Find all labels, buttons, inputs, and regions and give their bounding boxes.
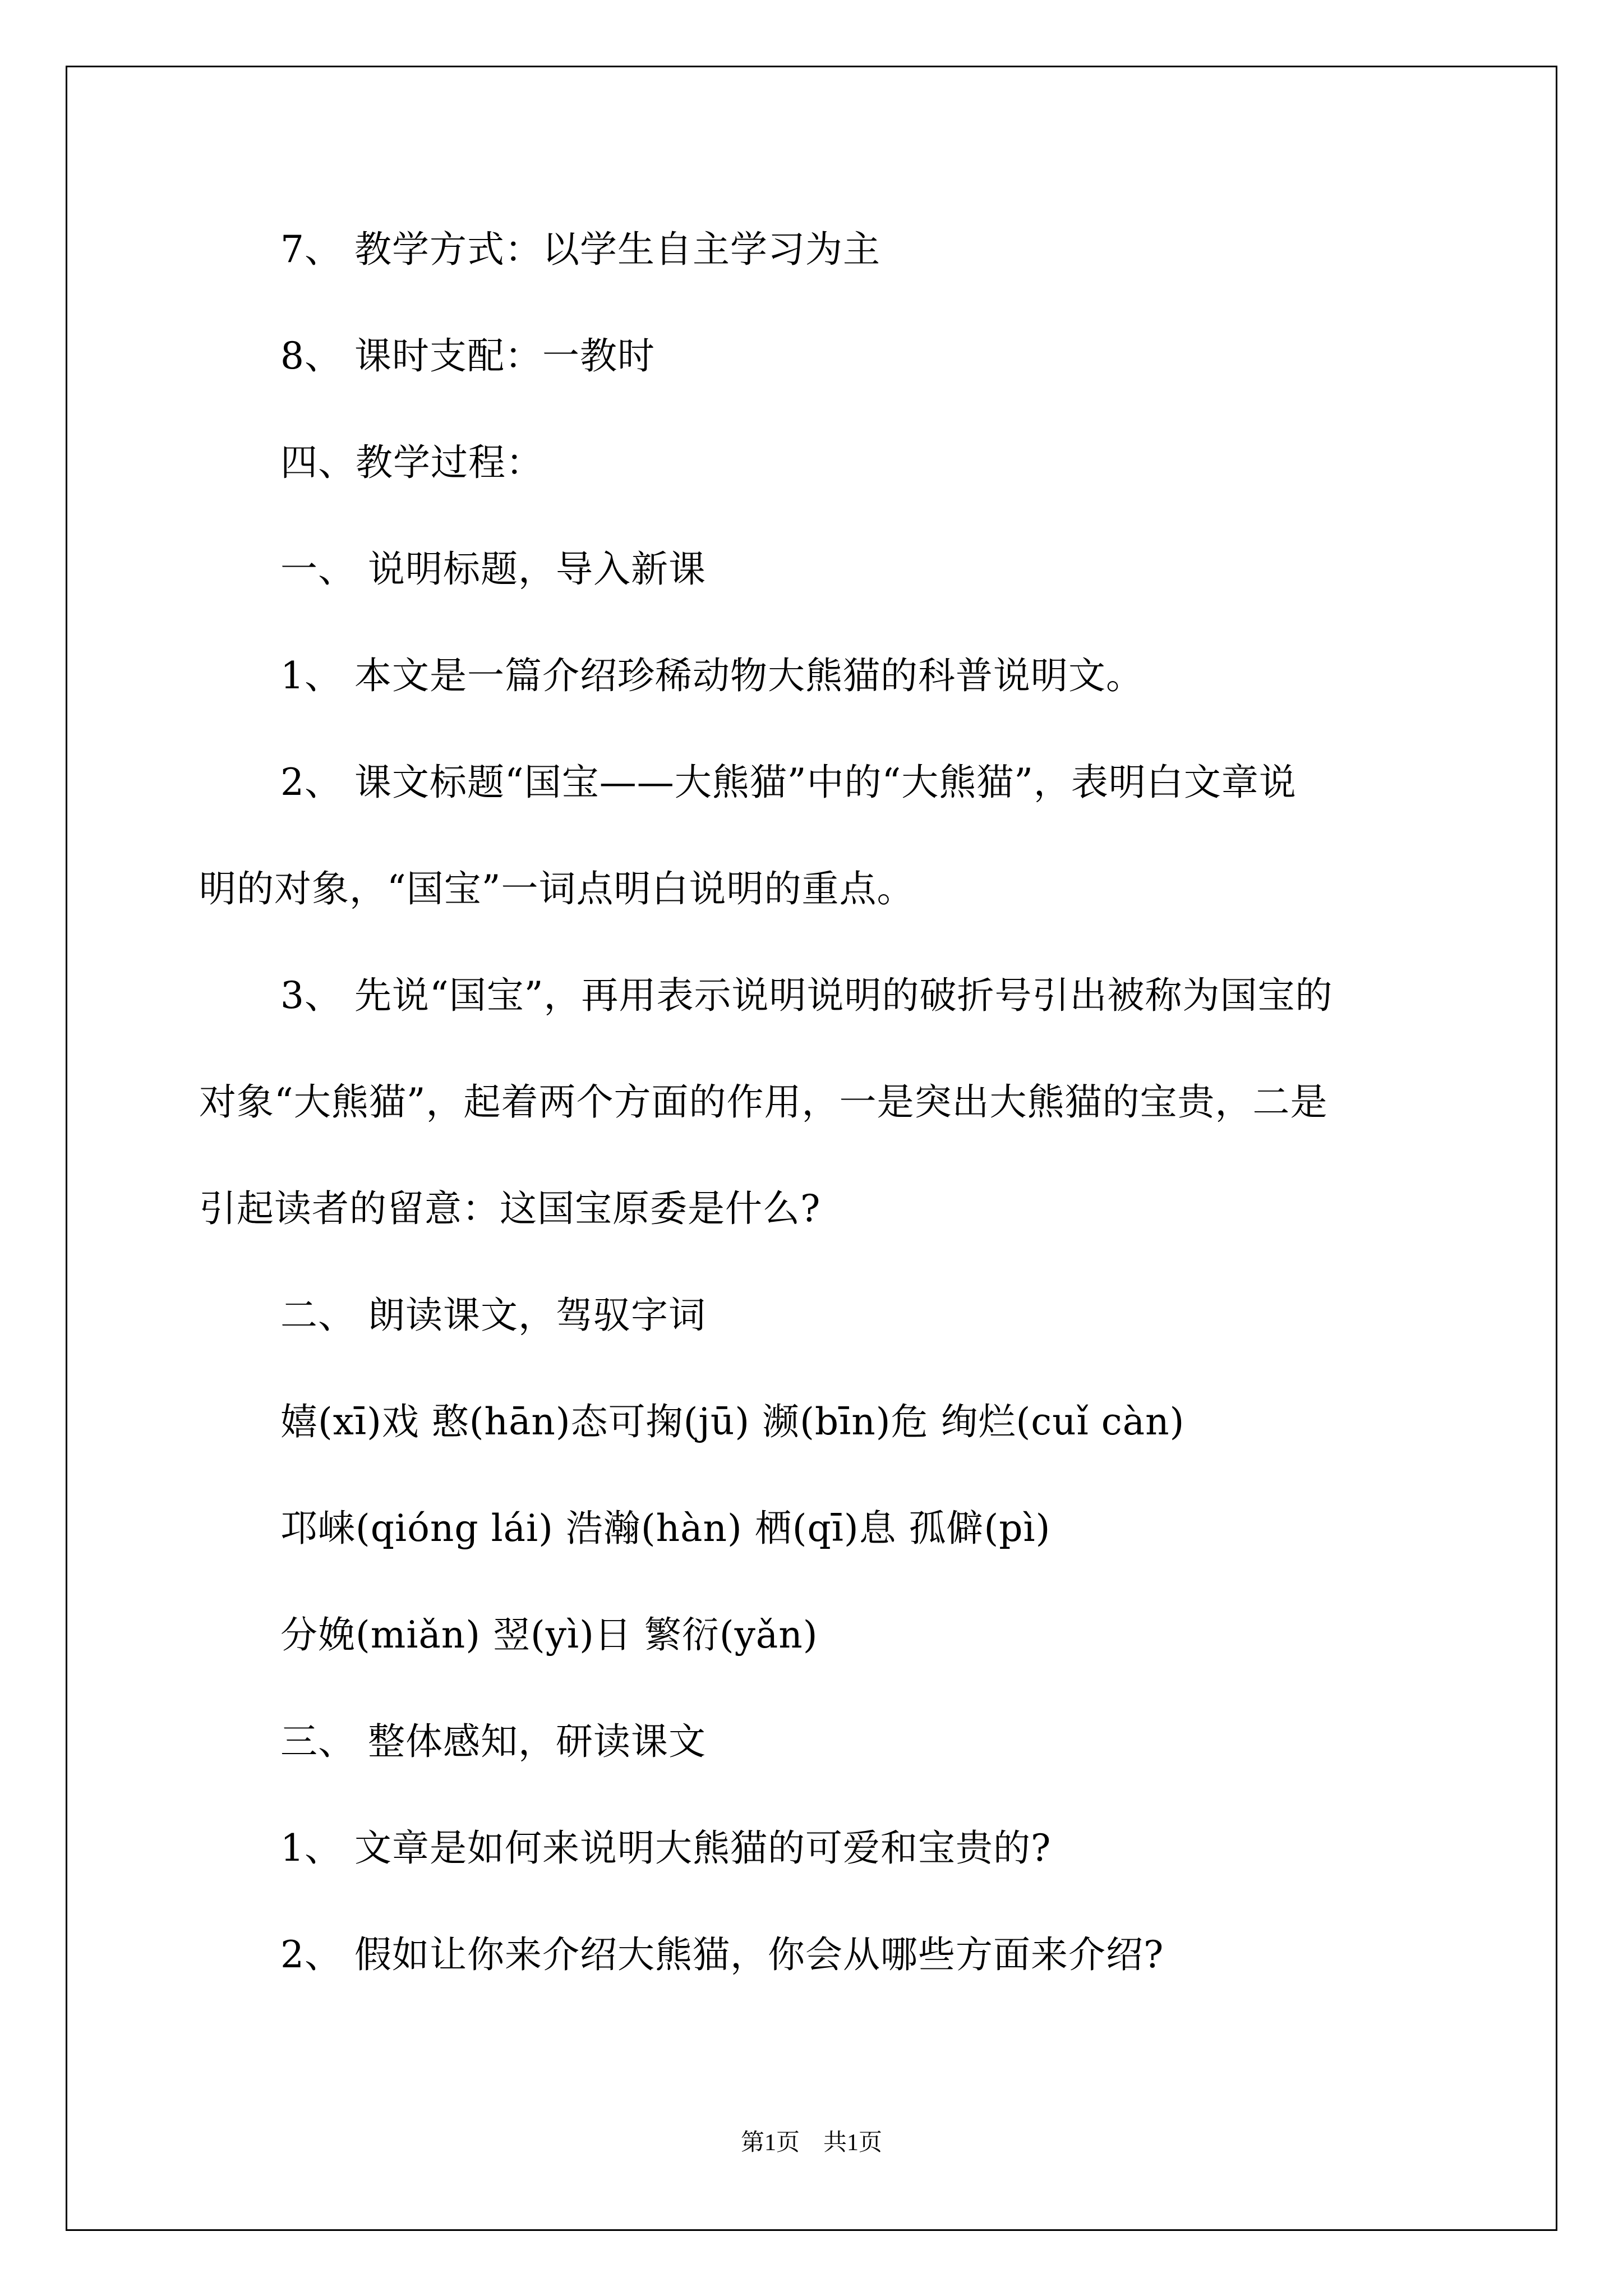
text-line-class-hours: 8、 课时支配：一教时 bbox=[280, 334, 655, 378]
page-border bbox=[66, 66, 1557, 2231]
text-line-intro-3a: 3、 先说“国宝”，再用表示说明说明的破折号引出被称为国宝的 bbox=[280, 974, 1333, 1017]
text-line-intro-2b: 明的对象，“国宝”一词点明白说明的重点。 bbox=[199, 867, 915, 910]
section-heading-overview: 三、 整体感知，研读课文 bbox=[280, 1720, 706, 1763]
question-line-1: 1、 文章是如何来说明大熊猫的可爱和宝贵的? bbox=[280, 1826, 1052, 1870]
section-heading-teaching-process: 四、教学过程： bbox=[280, 441, 543, 484]
text-line-intro-3b: 对象“大熊猫”，起着两个方面的作用，一是突出大熊猫的宝贵，二是 bbox=[199, 1080, 1328, 1124]
vocab-line-1: 嬉(xī)戏 憨(hān)态可掬(jū) 濒(bīn)危 绚烂(cuǐ càn) bbox=[280, 1400, 1185, 1443]
vocab-line-2: 邛崃(qióng lái) 浩瀚(hàn) 栖(qī)息 孤僻(pì) bbox=[280, 1507, 1051, 1550]
page-number-footer: 第1页 共1页 bbox=[740, 2130, 882, 2156]
text-line-intro-1: 1、 本文是一篇介绍珍稀动物大熊猫的科普说明文。 bbox=[280, 654, 1144, 697]
text-line-teaching-method: 7、 教学方式：以学生自主学习为主 bbox=[280, 228, 880, 271]
vocab-line-3: 分娩(miǎn) 翌(yì)日 繁衍(yǎn) bbox=[280, 1613, 818, 1657]
section-heading-intro: 一、 说明标题，导入新课 bbox=[280, 547, 706, 591]
text-line-intro-3c: 引起读者的留意：这国宝原委是什么? bbox=[199, 1187, 821, 1230]
text-line-intro-2a: 2、 课文标题“国宝——大熊猫”中的“大熊猫”，表明白文章说 bbox=[280, 761, 1297, 804]
question-line-2: 2、 假如让你来介绍大熊猫，你会从哪些方面来介绍? bbox=[280, 1933, 1164, 1976]
section-heading-reading: 二、 朗读课文，驾驭字词 bbox=[280, 1294, 706, 1337]
